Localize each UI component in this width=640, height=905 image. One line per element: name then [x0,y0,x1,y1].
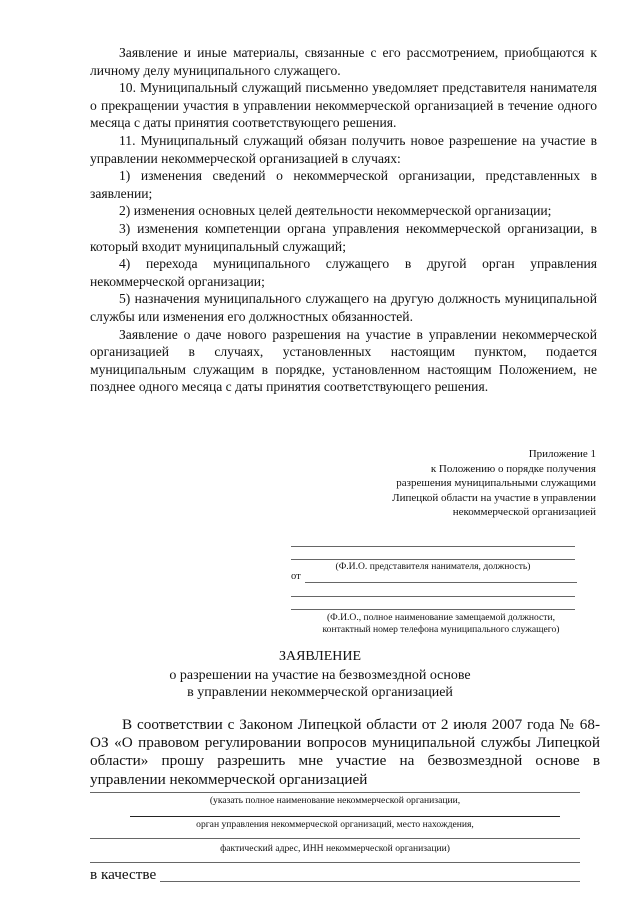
employee-line-1[interactable] [305,582,577,583]
statement-title: ЗАЯВЛЕНИЕ [278,649,362,664]
paragraph: Заявление и иные материалы, связанные с его рассмотрением, приобщаются к личному делу муниципального служащего. [90,45,597,78]
paragraph: Заявление о даче нового разрешения на участие в управлении некоммерческой организацией в случаях, установленных настоящим пунктом, подается муниципальным служащим в порядке, установленном настоящим Положением, не позднее одного месяца с даты принятия соответствующего решения. [90,326,597,395]
from-label: от [291,571,301,582]
appendix-line: к Положению о порядке получения [430,462,596,475]
regulation-text [90,44,597,396]
org-body-caption: орган управления некоммерческой организаций, место нахождения, [196,819,474,830]
org-name-line[interactable] [90,792,580,793]
paragraph: 10. Муниципальный служащий письменно уведомляет представителя нанимателя о прекращении участия в управлении некоммерческой организацией в течение одного месяца с даты принятия соответствующего решения. [90,80,597,131]
employee-line-3[interactable] [291,609,575,610]
list-item: 2) изменения основных целей деятельности некоммерческой организации; [119,203,552,219]
statement-paragraph [90,716,600,789]
paragraph: 11. Муниципальный служащий обязан получить новое разрешение на участие в управлении некоммерческой организацией в случаях: [90,132,597,166]
statement-subtitle: в управлении некоммерческой организацией [187,685,453,700]
employer-caption: (Ф.И.О. представителя нанимателя, должность) [335,561,531,572]
role-line[interactable] [160,881,580,882]
org-address-caption: фактический адрес, ИНН некоммерческой организации) [220,843,450,854]
employee-caption-2: контактный номер телефона муниципального служащего) [322,624,560,635]
appendix-line: Липецкой области на участие в управлении [392,491,596,504]
list-item: 4) перехода муниципального служащего в другой орган управления некоммерческой организации; [90,256,597,289]
appendix-title: Приложение 1 [528,448,596,460]
appendix-header [296,447,596,520]
list-item: 3) изменения компетенции органа управления некоммерческой организации, в который входит муниципальный служащий; [90,220,597,254]
list-item: 5) назначения муниципального служащего на другую должность муниципальной службы или изменения его должностных обязанностей. [90,291,597,324]
org-body-line[interactable] [130,816,560,817]
statement-subtitle: о разрешении на участие на безвозмездной основе [169,668,471,683]
statement-text: В соответствии с Законом Липецкой области от 2 июля 2007 года № 68-ОЗ «О правовом регулировании вопросов муниципальной службы Липецкой области» прошу разрешить мне участие на безвозмездной основе в управлении некоммерческой организацией [90,716,600,788]
appendix-line: некоммерческой организацией [452,506,596,519]
org-address-line[interactable] [90,838,580,839]
employer-line-2[interactable] [291,559,575,560]
list-item: 1) изменения сведений о некоммерческой организации, представленных в заявлении; [90,168,597,201]
employer-line-1[interactable] [291,546,575,547]
employee-line-2[interactable] [291,596,575,597]
employee-caption-1: (Ф.И.О., полное наименование замещаемой должности, [326,612,556,623]
as-label: в качестве [90,866,157,883]
org-extra-line[interactable] [90,862,580,863]
org-name-caption: (указать полное наименование некоммерческой организации, [209,795,461,806]
appendix-line: разрешения муниципальными служащими [396,477,596,490]
